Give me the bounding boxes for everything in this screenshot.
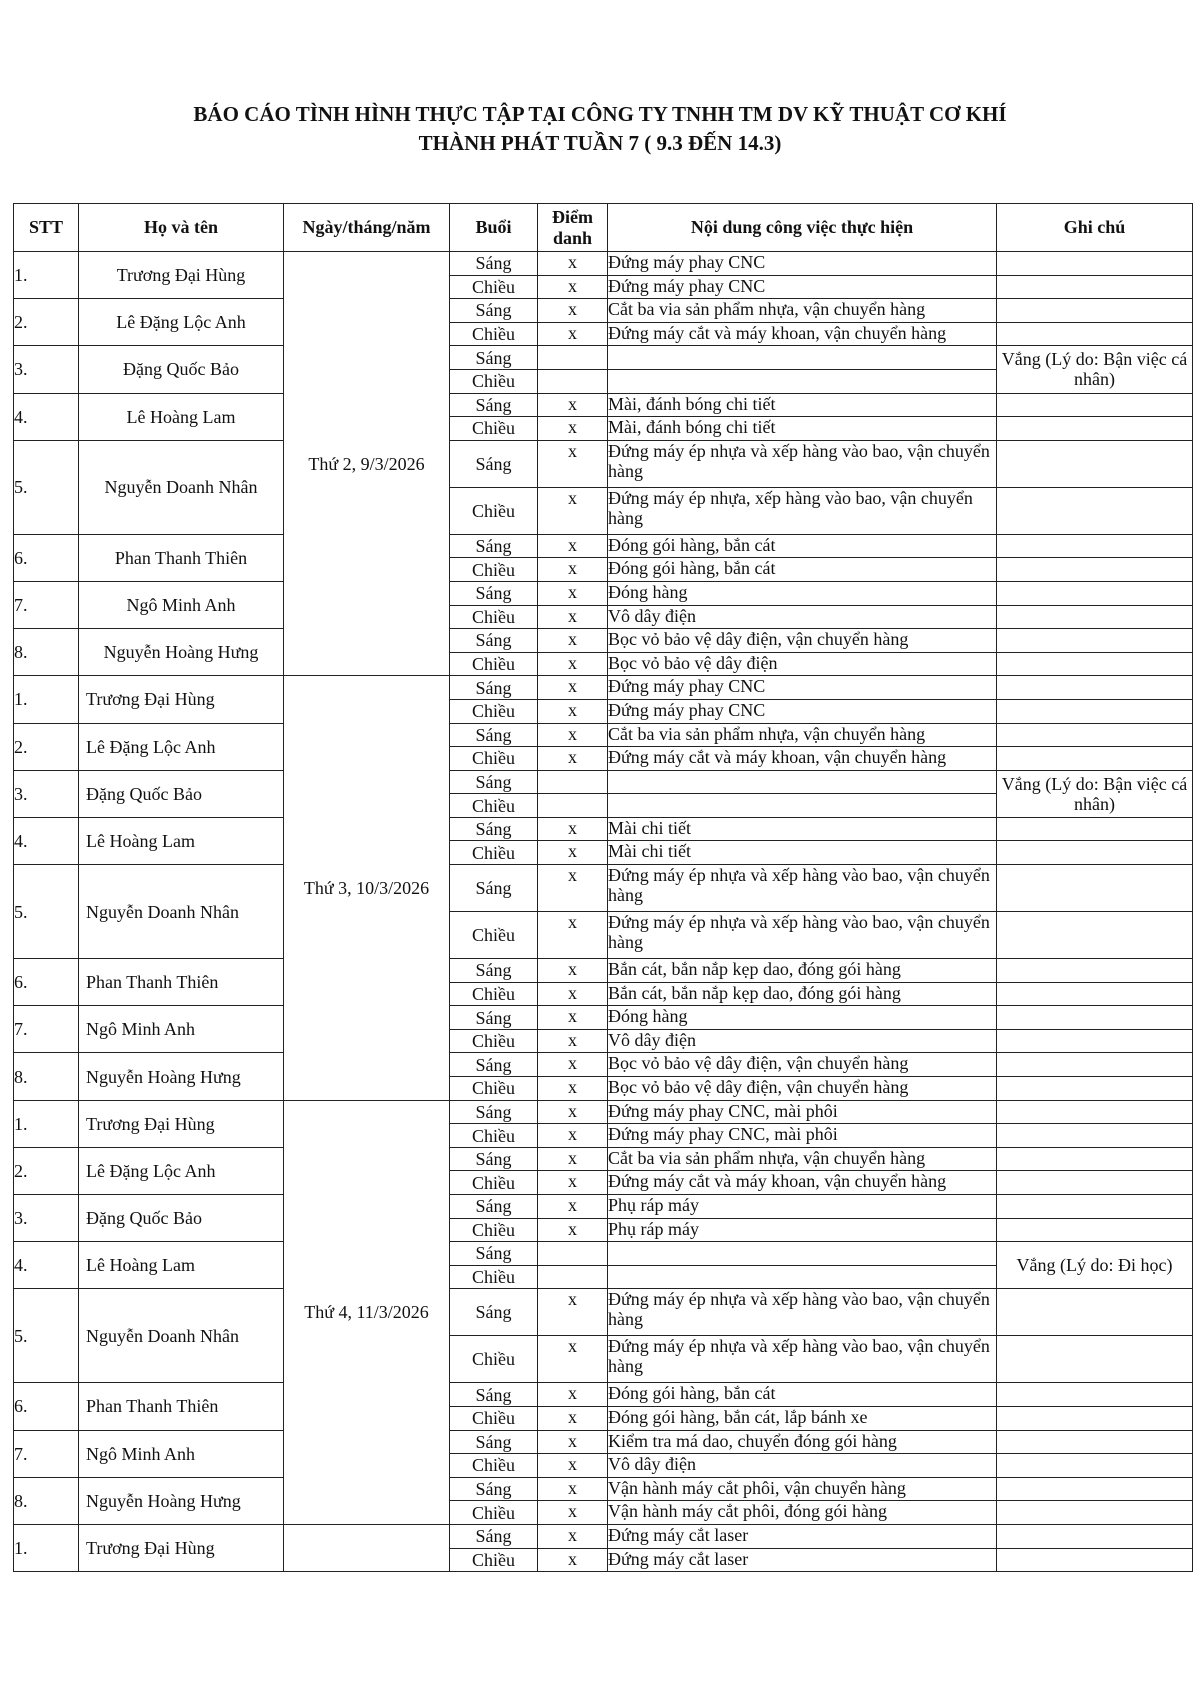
cell-stt: 8. [14,1053,79,1100]
cell-noi-dung: Đóng gói hàng, bắn cát [608,1383,997,1407]
cell-diem-danh: x [538,1454,608,1478]
cell-diem-danh: x [538,1430,608,1454]
cell-diem-danh: x [538,959,608,983]
cell-buoi: Sáng [450,534,538,558]
cell-buoi: Chiều [450,1124,538,1148]
cell-diem-danh: x [538,558,608,582]
cell-ghi-chu [997,1289,1193,1336]
cell-stt: 4. [14,817,79,864]
cell-ghi-chu [997,1124,1193,1148]
cell-diem-danh: x [538,1100,608,1124]
cell-name: Trương Đại Hùng [79,676,284,723]
cell-diem-danh: x [538,1029,608,1053]
cell-noi-dung: Cắt ba via sản phẩm nhựa, vận chuyển hàng [608,1147,997,1171]
cell-name: Nguyễn Doanh Nhân [79,865,284,959]
cell-buoi: Chiều [450,841,538,865]
cell-ghi-chu [997,440,1193,487]
cell-buoi: Sáng [450,581,538,605]
cell-buoi: Sáng [450,1147,538,1171]
cell-stt: 3. [14,1195,79,1242]
cell-buoi: Sáng [450,1242,538,1266]
cell-ghi-chu [997,1524,1193,1548]
cell-noi-dung: Cắt ba via sản phẩm nhựa, vận chuyển hàng [608,299,997,323]
cell-name: Trương Đại Hùng [79,252,284,299]
cell-buoi: Chiều [450,605,538,629]
cell-noi-dung: Bắn cát, bắn nắp kẹp dao, đóng gói hàng [608,982,997,1006]
cell-ghi-chu [997,558,1193,582]
cell-noi-dung: Vận hành máy cắt phôi, đóng gói hàng [608,1501,997,1525]
table-row [14,393,1193,417]
table-row [14,534,1193,558]
cell-name: Trương Đại Hùng [79,1100,284,1147]
cell-noi-dung [608,1242,997,1266]
cell-buoi: Sáng [450,299,538,323]
cell-diem-danh: x [538,1124,608,1148]
cell-stt: 5. [14,865,79,959]
cell-diem-danh [538,1242,608,1266]
report-title [0,100,1200,158]
cell-buoi: Sáng [450,629,538,653]
cell-noi-dung [608,1265,997,1289]
cell-ghi-chu [997,605,1193,629]
table-row [14,581,1193,605]
cell-noi-dung: Cắt ba via sản phẩm nhựa, vận chuyển hàng [608,723,997,747]
cell-stt: 2. [14,299,79,346]
cell-stt: 6. [14,959,79,1006]
table-row [14,1147,1193,1171]
cell-diem-danh: x [538,1195,608,1219]
cell-buoi: Sáng [450,1477,538,1501]
table-row [14,299,1193,323]
cell-name: Nguyễn Hoàng Hưng [79,1477,284,1524]
cell-noi-dung: Đứng máy ép nhựa và xếp hàng vào bao, vận chuyển hàng [608,1336,997,1383]
cell-noi-dung: Đứng máy cắt và máy khoan, vận chuyển hàng [608,1171,997,1195]
table-body [14,252,1193,1572]
cell-noi-dung: Mài chi tiết [608,841,997,865]
cell-stt: 1. [14,1100,79,1147]
cell-diem-danh: x [538,912,608,959]
cell-diem-danh: x [538,1077,608,1101]
cell-noi-dung: Đứng máy cắt và máy khoan, vận chuyển hàng [608,322,997,346]
header-ghi-chu: Ghi chú [997,204,1193,252]
cell-buoi: Chiều [450,275,538,299]
table-header [14,204,1193,252]
cell-buoi: Chiều [450,1406,538,1430]
cell-name: Lê Hoàng Lam [79,1242,284,1289]
table-row [14,1289,1193,1336]
header-diem-danh [538,204,608,252]
cell-noi-dung: Đứng máy phay CNC [608,275,997,299]
header-diem-danh-line-2: danh [552,227,593,248]
cell-diem-danh: x [538,1548,608,1572]
cell-noi-dung: Bọc vỏ bảo vệ dây điện, vận chuyển hàng [608,1077,997,1101]
cell-diem-danh: x [538,1218,608,1242]
cell-ghi-chu [997,865,1193,912]
cell-buoi: Sáng [450,959,538,983]
cell-ghi-chu [997,1100,1193,1124]
cell-buoi: Chiều [450,747,538,771]
cell-diem-danh: x [538,817,608,841]
cell-noi-dung: Đứng máy phay CNC [608,252,997,276]
cell-buoi: Chiều [450,699,538,723]
cell-stt: 1. [14,1524,79,1571]
cell-diem-danh: x [538,652,608,676]
cell-diem-danh [538,369,608,393]
cell-name: Phan Thanh Thiên [79,959,284,1006]
cell-stt: 7. [14,1430,79,1477]
cell-buoi: Chiều [450,1077,538,1101]
cell-noi-dung [608,346,997,370]
header-diem-danh-line-1: Điểm [552,206,593,227]
cell-ghi-chu [997,723,1193,747]
report-title-line-2: THÀNH PHÁT TUẦN 7 ( 9.3 ĐẾN 14.3) [418,131,782,155]
cell-buoi: Sáng [450,865,538,912]
cell-ghi-chu: Vắng (Lý do: Bận việc cá nhân) [997,770,1193,817]
cell-noi-dung: Đóng gói hàng, bắn cát, lắp bánh xe [608,1406,997,1430]
cell-ghi-chu [997,652,1193,676]
cell-noi-dung: Bọc vỏ bảo vệ dây điện [608,652,997,676]
cell-stt: 4. [14,393,79,440]
cell-ghi-chu [997,841,1193,865]
cell-buoi: Chiều [450,1171,538,1195]
header-stt: STT [14,204,79,252]
cell-noi-dung: Đứng máy cắt laser [608,1524,997,1548]
cell-buoi: Sáng [450,1524,538,1548]
cell-buoi: Chiều [450,1548,538,1572]
cell-ghi-chu [997,1171,1193,1195]
table-row [14,1100,1193,1124]
cell-diem-danh: x [538,252,608,276]
table-row [14,1053,1193,1077]
table-row [14,865,1193,912]
header-date: Ngày/tháng/năm [284,204,450,252]
cell-name: Đặng Quốc Bảo [79,1195,284,1242]
cell-diem-danh: x [538,417,608,441]
cell-buoi: Chiều [450,369,538,393]
cell-ghi-chu [997,252,1193,276]
table-row [14,1524,1193,1548]
cell-noi-dung [608,770,997,794]
cell-diem-danh [538,770,608,794]
cell-ghi-chu [997,275,1193,299]
cell-buoi: Sáng [450,1053,538,1077]
cell-buoi: Sáng [450,1430,538,1454]
cell-diem-danh: x [538,393,608,417]
cell-diem-danh: x [538,865,608,912]
table-row [14,817,1193,841]
cell-noi-dung: Vô dây điện [608,1454,997,1478]
table-row [14,959,1193,983]
cell-diem-danh: x [538,1383,608,1407]
cell-noi-dung: Mài, đánh bóng chi tiết [608,417,997,441]
cell-diem-danh: x [538,275,608,299]
cell-stt: 7. [14,1006,79,1053]
table-row [14,1242,1193,1266]
cell-date: Thứ 4, 11/3/2026 [284,1100,450,1524]
cell-noi-dung: Bọc vỏ bảo vệ dây điện, vận chuyển hàng [608,629,997,653]
cell-buoi: Chiều [450,1029,538,1053]
cell-ghi-chu [997,1477,1193,1501]
cell-buoi: Chiều [450,1501,538,1525]
cell-ghi-chu [997,1006,1193,1030]
cell-ghi-chu [997,322,1193,346]
cell-buoi: Sáng [450,676,538,700]
cell-name: Lê Hoàng Lam [79,393,284,440]
report-title-line-1: BÁO CÁO TÌNH HÌNH THỰC TẬP TẠI CÔNG TY TNHH TM DV KỸ THUẬT CƠ KHÍ [193,102,1007,126]
cell-ghi-chu [997,676,1193,700]
cell-ghi-chu [997,959,1193,983]
cell-buoi: Sáng [450,252,538,276]
cell-buoi: Chiều [450,1336,538,1383]
cell-diem-danh [538,1265,608,1289]
cell-stt: 8. [14,629,79,676]
table-row [14,346,1193,370]
cell-noi-dung: Đóng hàng [608,581,997,605]
cell-stt: 1. [14,252,79,299]
cell-ghi-chu [997,1029,1193,1053]
cell-diem-danh: x [538,629,608,653]
cell-ghi-chu [997,487,1193,534]
cell-buoi: Sáng [450,817,538,841]
header-noi-dung: Nội dung công việc thực hiện [608,204,997,252]
cell-noi-dung [608,794,997,818]
cell-buoi: Chiều [450,1218,538,1242]
cell-diem-danh: x [538,1006,608,1030]
cell-name: Ngô Minh Anh [79,1430,284,1477]
cell-name: Lê Đặng Lộc Anh [79,299,284,346]
cell-diem-danh: x [538,605,608,629]
cell-name: Nguyễn Hoàng Hưng [79,1053,284,1100]
table-row [14,770,1193,794]
cell-ghi-chu: Vắng (Lý do: Bận việc cá nhân) [997,346,1193,393]
cell-name: Lê Đặng Lộc Anh [79,723,284,770]
cell-buoi: Chiều [450,1454,538,1478]
cell-stt: 5. [14,1289,79,1383]
cell-noi-dung [608,369,997,393]
cell-diem-danh: x [538,841,608,865]
cell-diem-danh: x [538,1406,608,1430]
cell-diem-danh: x [538,1147,608,1171]
report-table [13,203,1193,1572]
cell-noi-dung: Bắn cát, bắn nắp kẹp dao, đóng gói hàng [608,959,997,983]
cell-ghi-chu [997,629,1193,653]
cell-stt: 3. [14,770,79,817]
cell-ghi-chu [997,581,1193,605]
header-name: Họ và tên [79,204,284,252]
cell-buoi: Chiều [450,652,538,676]
cell-buoi: Sáng [450,723,538,747]
cell-stt: 6. [14,1383,79,1430]
cell-ghi-chu [997,817,1193,841]
cell-diem-danh: x [538,440,608,487]
cell-noi-dung: Phụ ráp máy [608,1218,997,1242]
cell-ghi-chu [997,1053,1193,1077]
cell-diem-danh: x [538,1477,608,1501]
table-row [14,252,1193,276]
cell-diem-danh [538,346,608,370]
cell-noi-dung: Mài chi tiết [608,817,997,841]
cell-diem-danh: x [538,581,608,605]
cell-diem-danh: x [538,1053,608,1077]
cell-name: Lê Đặng Lộc Anh [79,1147,284,1194]
cell-ghi-chu [997,982,1193,1006]
cell-buoi: Chiều [450,982,538,1006]
cell-noi-dung: Đứng máy phay CNC, mài phôi [608,1100,997,1124]
table-row [14,676,1193,700]
table-row [14,1195,1193,1219]
cell-buoi: Chiều [450,794,538,818]
cell-diem-danh: x [538,1171,608,1195]
cell-name: Trương Đại Hùng [79,1524,284,1571]
table-row [14,723,1193,747]
cell-name: Ngô Minh Anh [79,581,284,628]
cell-ghi-chu [997,417,1193,441]
cell-name: Lê Hoàng Lam [79,817,284,864]
cell-stt: 2. [14,723,79,770]
table-row [14,629,1193,653]
cell-stt: 6. [14,534,79,581]
cell-noi-dung: Đóng gói hàng, bắn cát [608,558,997,582]
cell-diem-danh: x [538,299,608,323]
cell-noi-dung: Đứng máy ép nhựa và xếp hàng vào bao, vận chuyển hàng [608,865,997,912]
cell-diem-danh: x [538,1501,608,1525]
cell-ghi-chu [997,1501,1193,1525]
cell-ghi-chu [997,747,1193,771]
cell-diem-danh: x [538,676,608,700]
cell-date: Thứ 3, 10/3/2026 [284,676,450,1100]
cell-noi-dung: Đóng hàng [608,1006,997,1030]
cell-noi-dung: Vô dây điện [608,605,997,629]
header-buoi: Buổi [450,204,538,252]
cell-ghi-chu [997,912,1193,959]
cell-buoi: Chiều [450,912,538,959]
cell-stt: 7. [14,581,79,628]
cell-name: Phan Thanh Thiên [79,1383,284,1430]
cell-ghi-chu [997,1454,1193,1478]
cell-noi-dung: Đứng máy phay CNC, mài phôi [608,1124,997,1148]
cell-name: Nguyễn Hoàng Hưng [79,629,284,676]
cell-ghi-chu [997,1218,1193,1242]
cell-name: Phan Thanh Thiên [79,534,284,581]
table-row [14,1430,1193,1454]
cell-buoi: Sáng [450,1383,538,1407]
cell-noi-dung: Vận hành máy cắt phôi, vận chuyển hàng [608,1477,997,1501]
cell-noi-dung: Đứng máy phay CNC [608,676,997,700]
cell-noi-dung: Đứng máy phay CNC [608,699,997,723]
cell-buoi: Sáng [450,1100,538,1124]
cell-noi-dung: Đóng gói hàng, bắn cát [608,534,997,558]
cell-buoi: Sáng [450,1195,538,1219]
cell-diem-danh: x [538,1524,608,1548]
cell-buoi: Sáng [450,770,538,794]
cell-noi-dung: Đứng máy ép nhựa và xếp hàng vào bao, vận chuyển hàng [608,440,997,487]
cell-noi-dung: Đứng máy ép nhựa, xếp hàng vào bao, vận chuyển hàng [608,487,997,534]
cell-date: Thứ 2, 9/3/2026 [284,252,450,676]
cell-diem-danh: x [538,487,608,534]
cell-diem-danh: x [538,1289,608,1336]
cell-buoi: Sáng [450,440,538,487]
cell-name: Nguyễn Doanh Nhân [79,1289,284,1383]
cell-buoi: Chiều [450,417,538,441]
cell-noi-dung: Đứng máy ép nhựa và xếp hàng vào bao, vận chuyển hàng [608,1289,997,1336]
cell-noi-dung: Bọc vỏ bảo vệ dây điện, vận chuyển hàng [608,1053,997,1077]
cell-diem-danh [538,794,608,818]
cell-date [284,1524,450,1571]
cell-stt: 5. [14,440,79,534]
table-row [14,1383,1193,1407]
cell-buoi: Chiều [450,487,538,534]
cell-stt: 8. [14,1477,79,1524]
cell-diem-danh: x [538,747,608,771]
cell-ghi-chu [997,1406,1193,1430]
cell-noi-dung: Kiểm tra má dao, chuyển đóng gói hàng [608,1430,997,1454]
cell-diem-danh: x [538,723,608,747]
cell-buoi: Sáng [450,346,538,370]
cell-stt: 4. [14,1242,79,1289]
cell-ghi-chu [997,1077,1193,1101]
cell-ghi-chu [997,1383,1193,1407]
cell-name: Nguyễn Doanh Nhân [79,440,284,534]
cell-name: Đặng Quốc Bảo [79,770,284,817]
cell-ghi-chu: Vắng (Lý do: Đi học) [997,1242,1193,1289]
cell-noi-dung: Đứng máy ép nhựa và xếp hàng vào bao, vận chuyển hàng [608,912,997,959]
cell-noi-dung: Đứng máy cắt và máy khoan, vận chuyển hàng [608,747,997,771]
cell-stt: 1. [14,676,79,723]
cell-diem-danh: x [538,534,608,558]
cell-ghi-chu [997,393,1193,417]
cell-buoi: Chiều [450,1265,538,1289]
cell-noi-dung: Vô dây điện [608,1029,997,1053]
cell-ghi-chu [997,1430,1193,1454]
cell-buoi: Chiều [450,322,538,346]
cell-ghi-chu [997,534,1193,558]
cell-diem-danh: x [538,699,608,723]
table-row [14,1477,1193,1501]
cell-buoi: Sáng [450,1289,538,1336]
cell-name: Đặng Quốc Bảo [79,346,284,393]
table-row [14,1006,1193,1030]
cell-buoi: Chiều [450,558,538,582]
cell-buoi: Sáng [450,1006,538,1030]
cell-ghi-chu [997,299,1193,323]
cell-ghi-chu [997,1548,1193,1572]
cell-buoi: Sáng [450,393,538,417]
table-row [14,440,1193,487]
cell-ghi-chu [997,1195,1193,1219]
cell-diem-danh: x [538,982,608,1006]
cell-ghi-chu [997,1336,1193,1383]
cell-diem-danh: x [538,1336,608,1383]
cell-noi-dung: Phụ ráp máy [608,1195,997,1219]
cell-name: Ngô Minh Anh [79,1006,284,1053]
cell-ghi-chu [997,699,1193,723]
cell-noi-dung: Mài, đánh bóng chi tiết [608,393,997,417]
cell-noi-dung: Đứng máy cắt laser [608,1548,997,1572]
cell-ghi-chu [997,1147,1193,1171]
cell-diem-danh: x [538,322,608,346]
cell-stt: 3. [14,346,79,393]
cell-stt: 2. [14,1147,79,1194]
